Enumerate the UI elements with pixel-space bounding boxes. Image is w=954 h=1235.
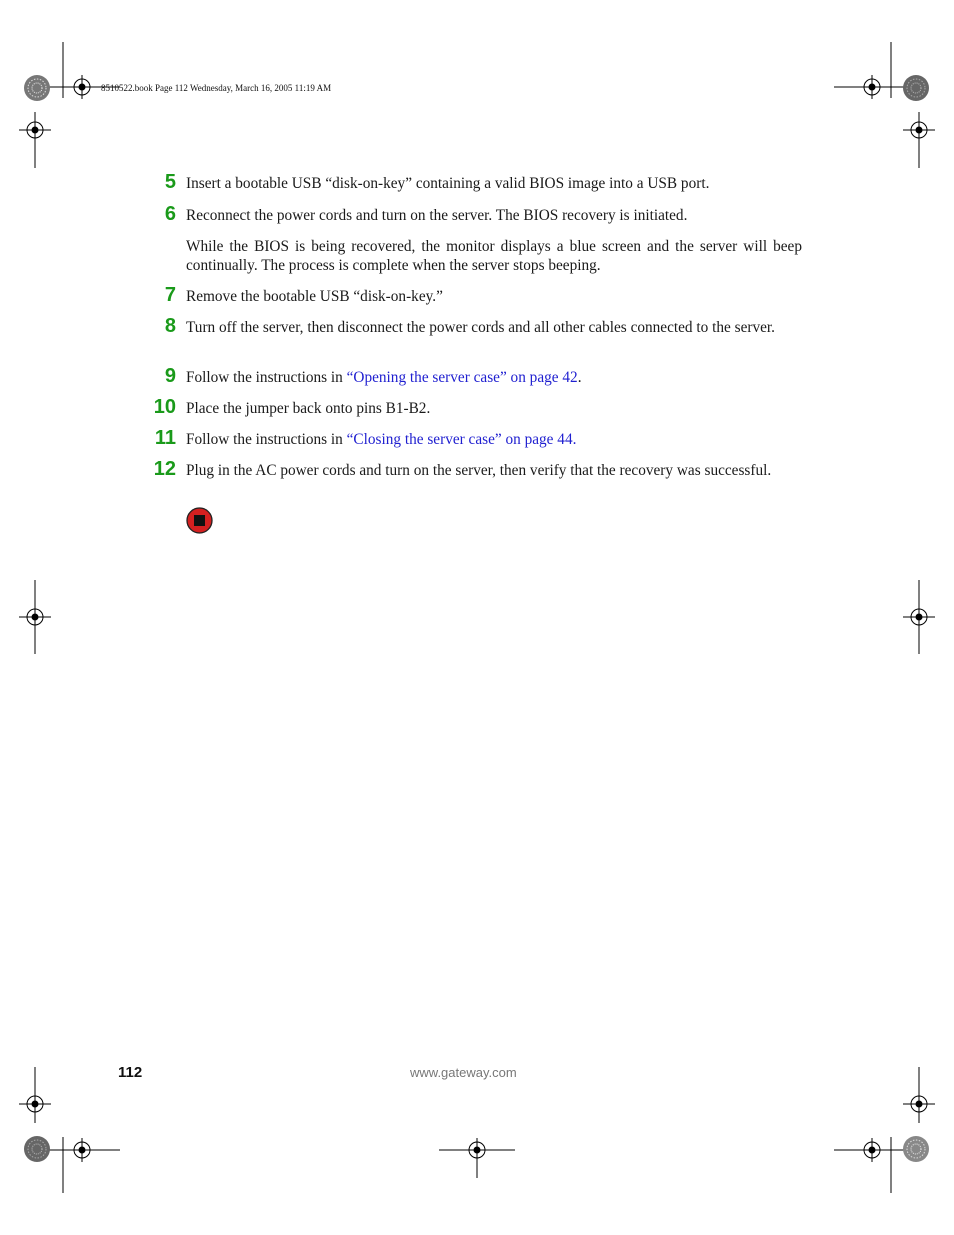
step-number: 5 bbox=[164, 171, 176, 193]
step-note: While the BIOS is being recovered, the monitor displays a blue screen and the server will beep continually. The process is complete when the server stops beeping. bbox=[186, 238, 802, 274]
registration-mark-icon bbox=[834, 1138, 910, 1162]
color-target-icon bbox=[24, 75, 50, 101]
registration-mark-icon bbox=[439, 1138, 515, 1178]
step-text-prefix: Follow the instructions in bbox=[186, 369, 347, 386]
registration-mark-icon bbox=[44, 1138, 120, 1162]
step-number: 9 bbox=[164, 365, 176, 387]
step-text: Turn off the server, then disconnect the power cords and all other cables connected to the server. bbox=[186, 319, 775, 336]
step-text: Reconnect the power cords and turn on the server. The BIOS recovery is initiated. bbox=[186, 207, 688, 224]
step-text-suffix: . bbox=[572, 431, 577, 448]
print-slug: 8510522.book Page 112 Wednesday, March 16, 2005 11:19 AM bbox=[101, 83, 332, 93]
step-number: 10 bbox=[153, 396, 176, 418]
step-text: Plug in the AC power cords and turn on the server, then verify that the recovery was successful. bbox=[186, 462, 772, 479]
step-text bbox=[186, 430, 802, 449]
registration-mark-icon bbox=[834, 75, 910, 99]
color-target-icon bbox=[903, 75, 929, 101]
opening-server-case-link[interactable]: “Opening the server case” on page 42 bbox=[346, 369, 578, 386]
step-number: 12 bbox=[153, 458, 176, 480]
page-number: 112 bbox=[118, 1064, 143, 1081]
step-text: Place the jumper back onto pins B1-B2. bbox=[186, 400, 431, 417]
step-number: 11 bbox=[154, 427, 176, 449]
step-text bbox=[186, 368, 802, 387]
step-text: Insert a bootable USB “disk-on-key” containing a valid BIOS image into a USB port. bbox=[186, 175, 710, 192]
step-number: 7 bbox=[164, 284, 176, 306]
color-target-icon bbox=[24, 1136, 50, 1162]
step-text-prefix: Follow the instructions in bbox=[186, 431, 347, 448]
step-text: Remove the bootable USB “disk-on-key.” bbox=[186, 288, 443, 305]
step-number: 8 bbox=[164, 315, 176, 337]
closing-server-case-link[interactable]: “Closing the server case” on page 44 bbox=[346, 431, 573, 448]
color-target-icon bbox=[903, 1136, 929, 1162]
step-text-suffix: . bbox=[577, 369, 582, 386]
footer-url: www.gateway.com bbox=[410, 1065, 517, 1080]
stop-icon bbox=[186, 507, 213, 534]
step-number: 6 bbox=[164, 203, 176, 225]
